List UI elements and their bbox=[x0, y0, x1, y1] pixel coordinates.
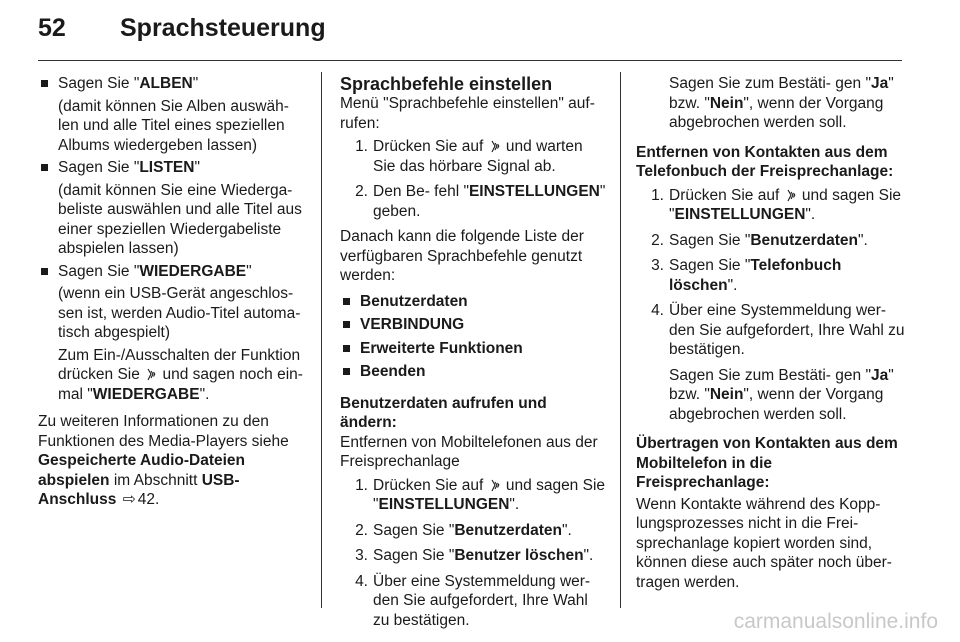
commands-list bbox=[340, 292, 606, 382]
bullet-item-listen: Sagen Sie "LISTEN" bbox=[38, 158, 306, 178]
reference-link-usb[interactable]: USB- Anschluss bbox=[38, 471, 240, 508]
bullet-desc-wiedergabe: (wenn ein USB-Gerät angeschlos- sen ist, werden Audio-Titel automa- tisch abgespielt) bbox=[58, 285, 301, 341]
confirm-instruction: Sagen Sie zum Bestäti- gen "Ja" bzw. "Nein", wenn der Vorgang abgebrochen werden soll. bbox=[669, 366, 894, 423]
page-ref-arrow-icon: ⇨ bbox=[122, 491, 136, 508]
voice-control-icon bbox=[146, 368, 156, 381]
column-divider-1 bbox=[321, 72, 322, 608]
command-item-benutzerdaten: Benutzerdaten bbox=[340, 292, 606, 312]
steps-list-1 bbox=[340, 137, 606, 221]
step-1: 1. Drücken Sie auf und sagen Sie "EINSTELLUNGEN". bbox=[355, 476, 606, 513]
subheading-benutzerdaten: Benutzerdaten aufrufen und ändern: bbox=[340, 394, 547, 431]
steps-list-2 bbox=[340, 476, 606, 631]
bullet-item-wiedergabe: Sagen Sie "WIEDERGABE" bbox=[38, 262, 306, 282]
watermark-text: carmanualsonline.info bbox=[733, 610, 938, 633]
bullet-square-icon bbox=[41, 80, 48, 87]
step-1: 1. Drücken Sie auf und warten Sie das hörbare Signal ab. bbox=[355, 138, 583, 175]
step-2: 2. Den Be- fehl "EINSTELLUNGEN" geben. bbox=[355, 183, 606, 220]
section-intro: Menü "Sprachbefehle einstellen" auf- rufen: bbox=[340, 95, 595, 132]
step-3: 3. Sagen Sie "Telefonbuch löschen". bbox=[651, 257, 842, 294]
column-2 bbox=[340, 74, 606, 636]
step-4: 4. Über eine Systemmeldung wer- den Sie aufgefordert, Ihre Wahl zu bestätigen. bbox=[651, 302, 905, 358]
step-2: 2. Sagen Sie "Benutzerdaten". bbox=[651, 231, 868, 249]
page-ref-number: 42. bbox=[137, 491, 160, 508]
bullet-square-icon bbox=[41, 268, 48, 275]
command-item-verbindung: VERBINDUNG bbox=[340, 315, 606, 335]
bullet-item-alben: Sagen Sie "ALBEN" bbox=[38, 74, 306, 94]
voice-control-icon bbox=[490, 479, 500, 492]
step-2: 2. Sagen Sie "Benutzerdaten". bbox=[355, 521, 572, 539]
page-number: 52 bbox=[38, 14, 66, 42]
reference-paragraph: Zu weiteren Informationen zu den Funktionen des Media-Players siehe Gespeicherte Audio-Dateien abspielen im Abschnitt USB- Anschluss ⇨ 42. bbox=[38, 413, 289, 508]
bullet-square-icon bbox=[343, 368, 350, 375]
voice-control-icon bbox=[786, 189, 796, 202]
header-rule bbox=[38, 60, 902, 61]
step-1: 1. Drücken Sie auf und sagen Sie "EINSTELLUNGEN". bbox=[651, 186, 902, 223]
bullet-desc-alben: (damit können Sie Alben auswäh- len und alle Titel eines speziellen Albums wiedergeben lassen) bbox=[58, 97, 289, 154]
bullet-desc-listen: (damit können Sie eine Wiederga- beliste auswählen und alle Titel aus einer speziellen Wiedergabeliste abspielen lassen) bbox=[58, 181, 302, 257]
voice-control-icon bbox=[490, 140, 500, 153]
command-alben: ALBEN bbox=[139, 75, 193, 92]
reference-link-audio[interactable]: Gespeicherte Audio-Dateien abspielen bbox=[38, 452, 246, 489]
steps-list-3 bbox=[636, 186, 906, 425]
column-1 bbox=[38, 74, 306, 510]
subtext-uebertragen: Wenn Kontakte während des Kopp- lungsprozesses nicht in die Frei- sprechanlage kopiert worden sind, können diese auch später noch über- tragen werden. bbox=[636, 495, 892, 591]
subtext-entfernen-telefone: Entfernen von Mobiltelefonen aus der Freisprechanlage bbox=[340, 433, 598, 470]
command-item-erweiterte: Erweiterte Funktionen bbox=[340, 339, 606, 359]
step-3: 3. Sagen Sie "Benutzer löschen". bbox=[355, 547, 594, 564]
command-wiedergabe: WIEDERGABE bbox=[139, 262, 247, 280]
bullet-extra-wiedergabe: Zum Ein-/Ausschalten der Funktion drücken Sie und sagen noch ein- mal "WIEDERGABE". bbox=[58, 346, 303, 403]
column-3 bbox=[636, 74, 906, 592]
bullet-square-icon bbox=[343, 321, 350, 328]
chapter-title: Sprachsteuerung bbox=[120, 14, 326, 42]
column-divider-2 bbox=[620, 72, 621, 608]
command-listen: LISTEN bbox=[139, 159, 195, 176]
page-header bbox=[0, 0, 960, 60]
bullet-square-icon bbox=[41, 164, 48, 171]
section-title: Sprachbefehle einstellen bbox=[340, 74, 553, 94]
steps-continuation bbox=[636, 74, 906, 133]
bullet-square-icon bbox=[343, 345, 350, 352]
bullet-square-icon bbox=[343, 298, 350, 305]
command-item-beenden: Beenden bbox=[340, 362, 606, 382]
confirm-instruction: Sagen Sie zum Bestäti- gen "Ja" bzw. "Nein", wenn der Vorgang abgebrochen werden soll. bbox=[669, 75, 894, 131]
subheading-uebertragen: Übertragen von Kontakten aus dem Mobiltelefon in die Freisprechanlage: bbox=[636, 435, 898, 491]
subheading-telefonbuch: Entfernen von Kontakten aus dem Telefonbuch der Freisprechanlage: bbox=[636, 143, 894, 180]
step-4: 4. Über eine Systemmeldung wer- den Sie aufgefordert, Ihre Wahl zu bestätigen. bbox=[355, 572, 591, 629]
commands-intro: Danach kann die folgende Liste der verfügbaren Sprachbefehle genutzt werden: bbox=[340, 228, 584, 284]
